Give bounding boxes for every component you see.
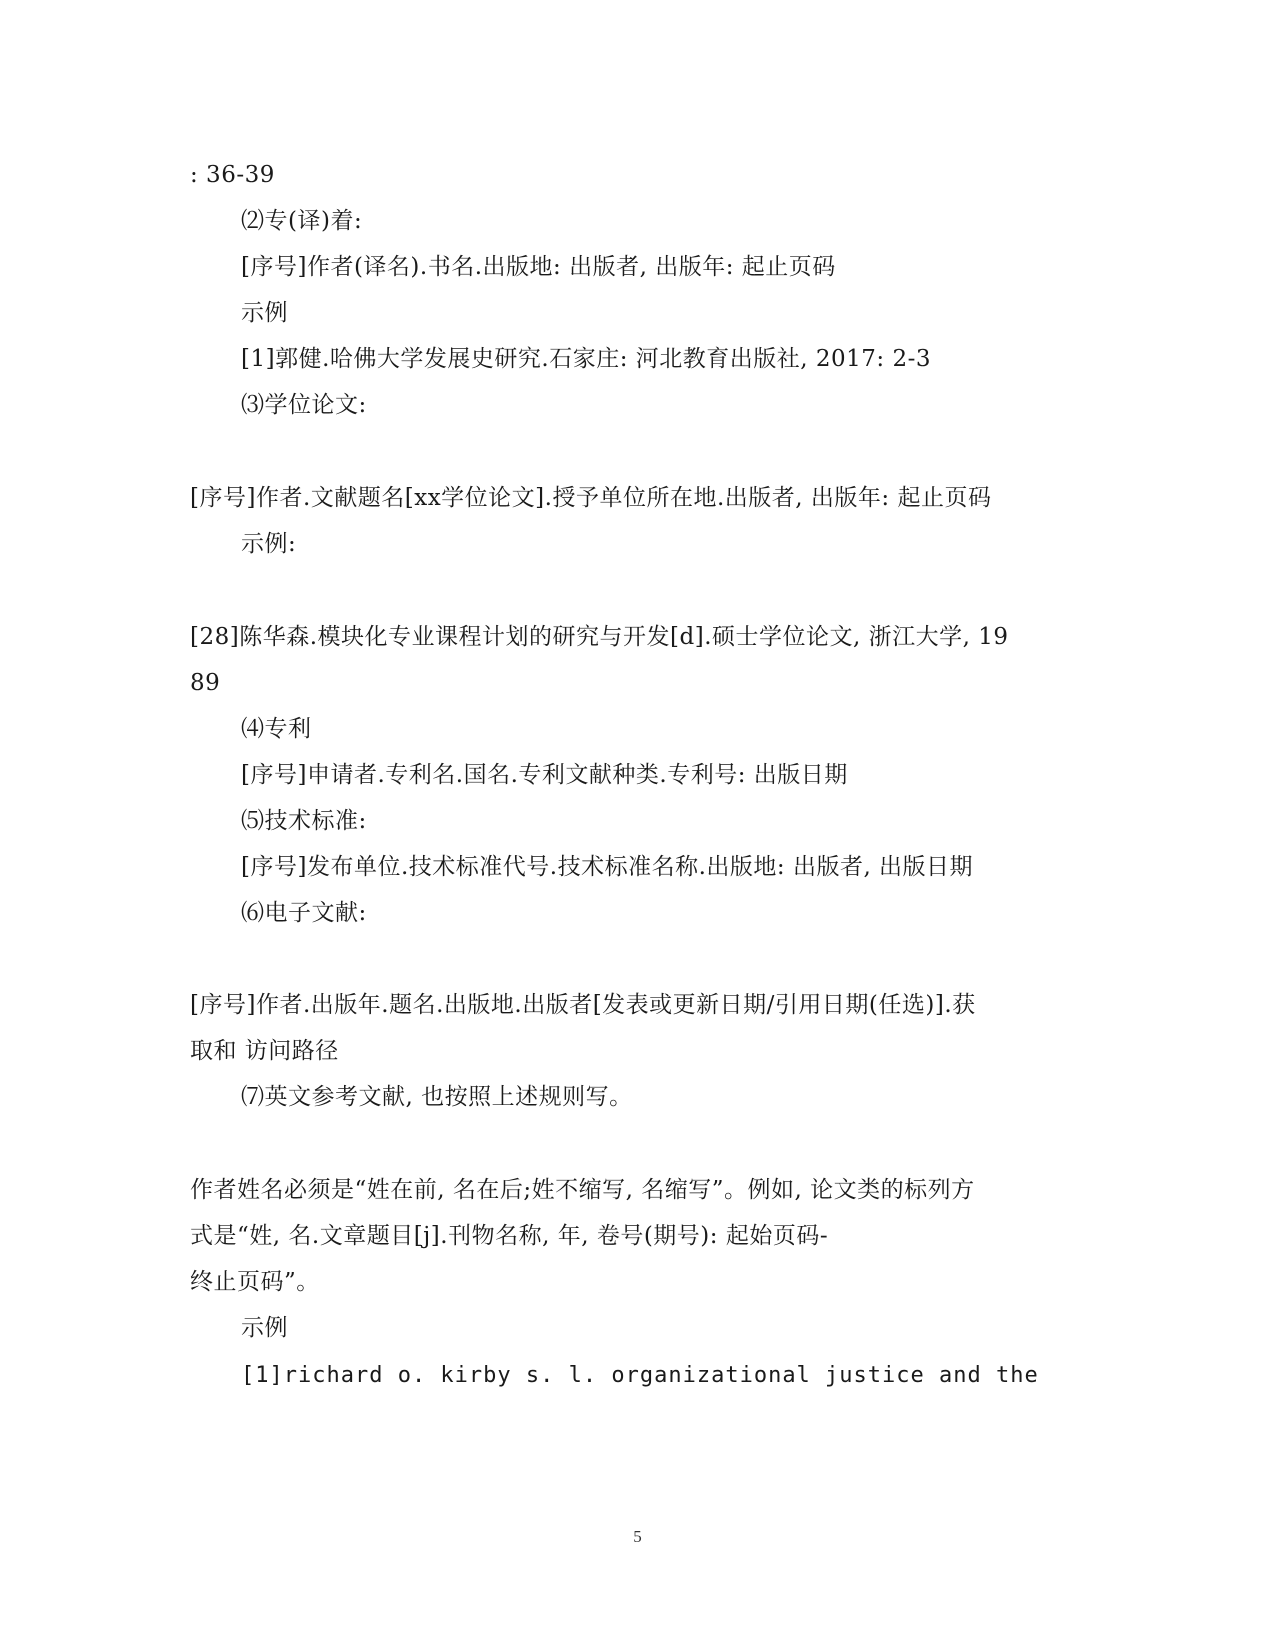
heading-patent: ⑷专利 (241, 716, 312, 742)
page-number: 5 (633, 1527, 642, 1546)
heading-electronic: ⑹电子文献: (241, 900, 367, 926)
heading-english-references: ⑺英文参考文献, 也按照上述规则写。 (241, 1084, 633, 1110)
example-thesis: [28]陈华森.模块化专业课程计划的研究与开发[d].硕士学位论文, 浙江大学, 19 (190, 624, 1009, 650)
format-monograph: [序号]作者(译名).书名.出版地: 出版者, 出版年: 起止页码 (241, 254, 836, 280)
example-label: 示例: (241, 531, 297, 557)
format-electronic-continued: 取和 访问路径 (190, 1038, 339, 1064)
text-line-page-range: : 36-39 (190, 162, 275, 188)
author-name-rule-end: 终止页码”。 (190, 1269, 320, 1295)
format-electronic: [序号]作者.出版年.题名.出版地.出版者[发表或更新日期/引用日期(任选)].获 (190, 992, 976, 1018)
heading-standard: ⑸技术标准: (241, 808, 367, 834)
format-patent: [序号]申请者.专利名.国名.专利文献种类.专利号: 出版日期 (241, 762, 848, 788)
example-label: 示例 (241, 1315, 288, 1341)
author-name-rule-continued: 式是“姓, 名.文章题目[j].刊物名称, 年, 卷号(期号): 起始页码- (190, 1223, 829, 1249)
heading-thesis: ⑶学位论文: (241, 392, 367, 418)
example-label: 示例 (241, 300, 288, 326)
format-thesis: [序号]作者.文献题名[xx学位论文].授予单位所在地.出版者, 出版年: 起止页码 (190, 485, 992, 511)
author-name-rule: 作者姓名必须是“姓在前, 名在后;姓不缩写, 名缩写”。例如, 论文类的标列方 (190, 1177, 975, 1203)
example-monograph: [1]郭健.哈佛大学发展史研究.石家庄: 河北教育出版社, 2017: 2-3 (241, 346, 932, 372)
example-english-reference: [1]richard o. kirby s. l. organizational justice and the (241, 1363, 1039, 1388)
example-thesis-continued: 89 (190, 670, 221, 696)
heading-monograph: ⑵专(译)着: (241, 208, 363, 234)
format-standard: [序号]发布单位.技术标准代号.技术标准名称.出版地: 出版者, 出版日期 (241, 854, 974, 880)
